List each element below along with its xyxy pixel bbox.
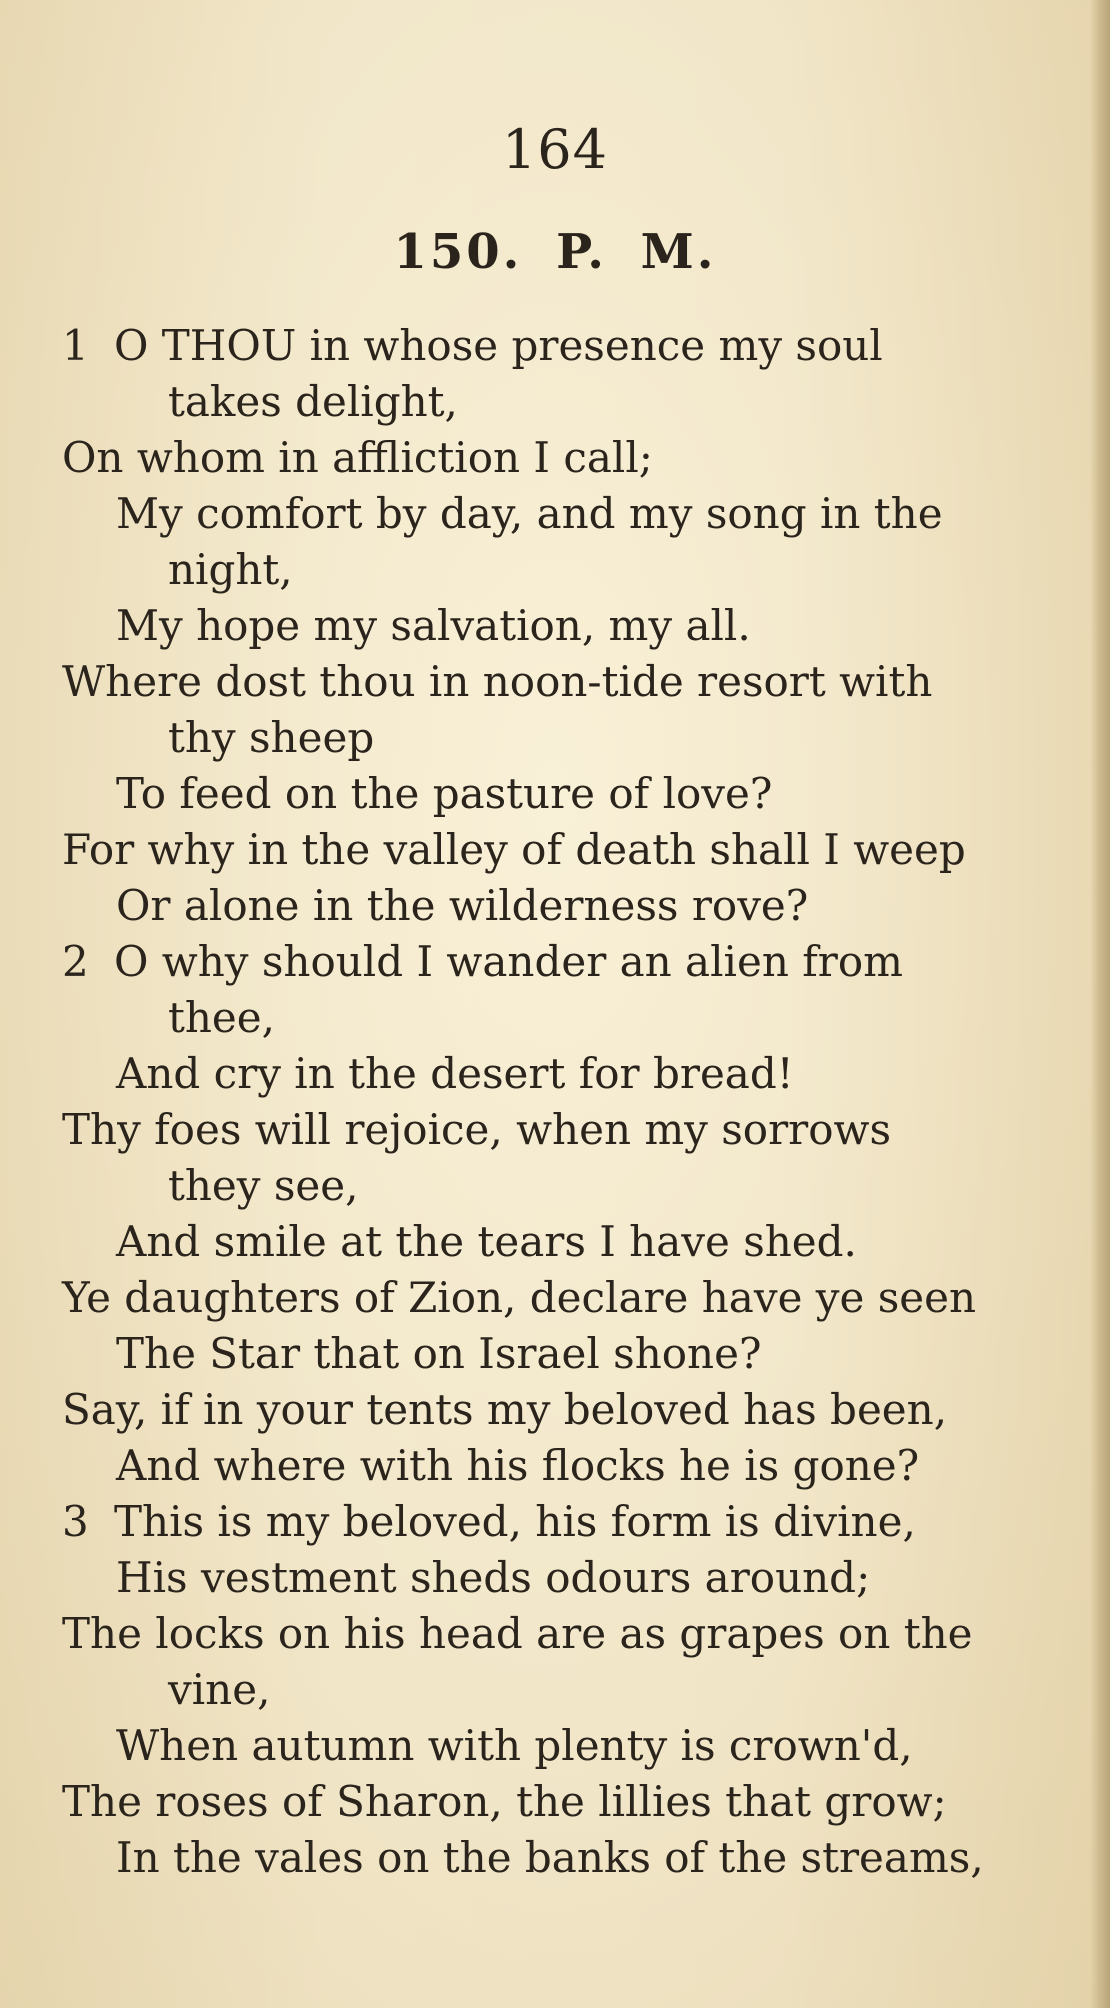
hymn-line: [116, 880, 808, 932]
hymn-line: [116, 1440, 919, 1492]
hymn-line: [168, 992, 275, 1044]
line-text: vine,: [168, 1665, 271, 1714]
line-text: And smile at the tears I have shed.: [116, 1217, 857, 1266]
hymn-line: [116, 1832, 984, 1884]
page-number: 164: [501, 118, 609, 181]
hymn-line: [116, 1048, 794, 1100]
hymn-line: [62, 1496, 916, 1548]
line-text: The locks on his head are as grapes on the: [62, 1609, 973, 1658]
hymn-line: [62, 1104, 891, 1156]
line-text: The roses of Sharon, the lillies that grow;: [62, 1777, 947, 1826]
verse-number: 2: [62, 937, 89, 986]
verse-number: 1: [62, 321, 89, 370]
hymn-line: [62, 824, 966, 876]
hymn-line: [116, 1552, 870, 1604]
hymn-line: [116, 1216, 857, 1268]
line-text: My comfort by day, and my song in the: [116, 489, 943, 538]
line-text: night,: [168, 545, 293, 594]
line-text: On whom in affliction I call;: [62, 433, 653, 482]
line-text: For why in the valley of death shall I weep: [62, 825, 966, 874]
line-text: Or alone in the wilderness rove?: [116, 881, 809, 930]
hymn-line: [168, 1160, 358, 1212]
line-text: thee,: [168, 993, 275, 1042]
line-text: Thy foes will rejoice, when my sorrows: [62, 1105, 892, 1154]
line-text: thy sheep: [168, 713, 375, 762]
verse-number: 3: [62, 1497, 89, 1546]
hymn-line: [62, 1608, 973, 1660]
hymn-line: [116, 768, 772, 820]
hymn-line: [62, 1776, 947, 1828]
line-text: When autumn with plenty is crown'd,: [116, 1721, 913, 1770]
line-text: O why should I wander an alien from: [114, 937, 903, 986]
hymn-line: [116, 600, 751, 652]
hymn-line: [62, 432, 653, 484]
line-text: My hope my salvation, my all.: [116, 601, 751, 650]
hymn-line: [62, 936, 903, 988]
line-text: they see,: [168, 1161, 359, 1210]
line-text: Where dost thou in noon-tide resort with: [62, 657, 933, 706]
hymn-line: [168, 1664, 270, 1716]
hymn-line: [116, 1328, 761, 1380]
hymn-line: [168, 712, 374, 764]
line-text: O THOU in whose presence my soul: [114, 321, 883, 370]
line-text: And cry in the desert for bread!: [116, 1049, 794, 1098]
line-text: The Star that on Israel shone?: [116, 1329, 762, 1378]
page-edge: [1090, 0, 1110, 2008]
hymn-line: [62, 1272, 976, 1324]
line-text: Say, if in your tents my beloved has been,: [62, 1385, 948, 1434]
line-text: And where with his flocks he is gone?: [116, 1441, 920, 1490]
hymn-heading: 150. P. M.: [393, 224, 717, 280]
hymn-line: [62, 320, 883, 372]
line-text: To feed on the pasture of love?: [116, 769, 773, 818]
line-text: In the vales on the banks of the streams,: [116, 1833, 984, 1882]
line-text: Ye daughters of Zion, declare have ye seen: [62, 1273, 977, 1322]
hymn-line: [116, 1720, 913, 1772]
hymn-line: [116, 488, 943, 540]
hymn-line: [168, 376, 458, 428]
hymn-line: [62, 1384, 947, 1436]
line-text: takes delight,: [168, 377, 458, 426]
hymn-line: [62, 656, 932, 708]
line-text: This is my beloved, his form is divine,: [114, 1497, 916, 1546]
hymn-line: [168, 544, 293, 596]
line-text: His vestment sheds odours around;: [116, 1553, 871, 1602]
